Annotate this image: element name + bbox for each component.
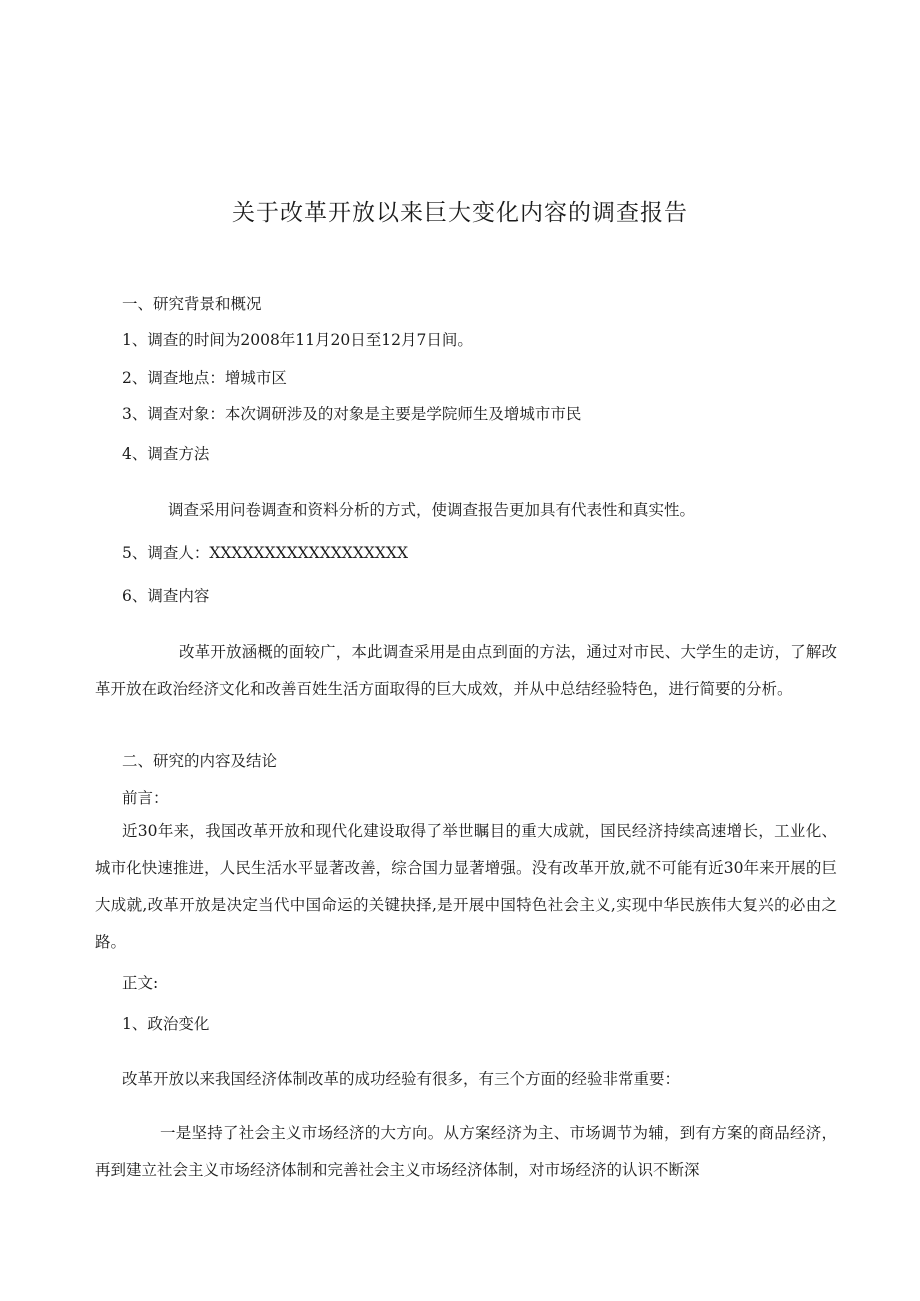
point-one-text: 一是坚持了社会主义市场经济的大方向。从方案经济为主、市场调节为辅，到有方案的商品经济，再到建立社会主义市场经济体制和完善社会主义市场经济体制，对市场经济的认识不断深: [95, 1124, 837, 1179]
body-label: 正文:: [122, 974, 159, 992]
survey-content-item: 6、调查内容: [122, 587, 210, 605]
survey-subject-item: 3、调查对象：本次调研涉及的对象是主要是学院师生及增城市市民: [122, 405, 582, 423]
document-title: 关于改革开放以来巨大变化内容的调查报告: [232, 200, 688, 226]
preface-text: 近30年来，我国改革开放和现代化建设取得了举世瞩目的重大成就，国民经济持续高速增长，工业化、城市化快速推进，人民生活水平显著改善，综合国力显著增强。没有改革开放,就不可能有近30年来开展的巨大成就,改革开放是决定当代中国命运的关键抉择,是开展中国特色社会主义,实现中华民族伟大复兴的必由之路。: [95, 822, 837, 951]
survey-method-text: 调查采用问卷调查和资料分析的方式，使调查报告更加具有代表性和真实性。: [168, 501, 696, 519]
experience-intro: 改革开放以来我国经济体制改革的成功经验有很多，有三个方面的经验非常重要：: [122, 1070, 681, 1088]
surveyor-item: 5、调查人：XXXXXXXXXXXXXXXXXX: [122, 544, 408, 562]
preface-label: 前言：: [122, 789, 169, 807]
section2-heading: 二、研究的内容及结论: [122, 752, 278, 770]
section1-heading: 一、研究背景和概况: [122, 295, 262, 313]
survey-time-item: 1、调查的时间为2008年11月20日至12月7日间。: [122, 331, 473, 349]
survey-content-text: 改革开放涵概的面较广，本此调查采用是由点到面的方法，通过对市民、大学生的走访，了解改革开放在政治经济文化和改善百姓生活方面取得的巨大成效，并从中总结经验特色，进行简要的分析。: [95, 643, 837, 698]
survey-method-item: 4、调查方法: [122, 445, 210, 463]
survey-location-item: 2、调查地点：增城市区: [122, 369, 287, 387]
politics-subheading: 1、政治变化: [122, 1015, 210, 1033]
